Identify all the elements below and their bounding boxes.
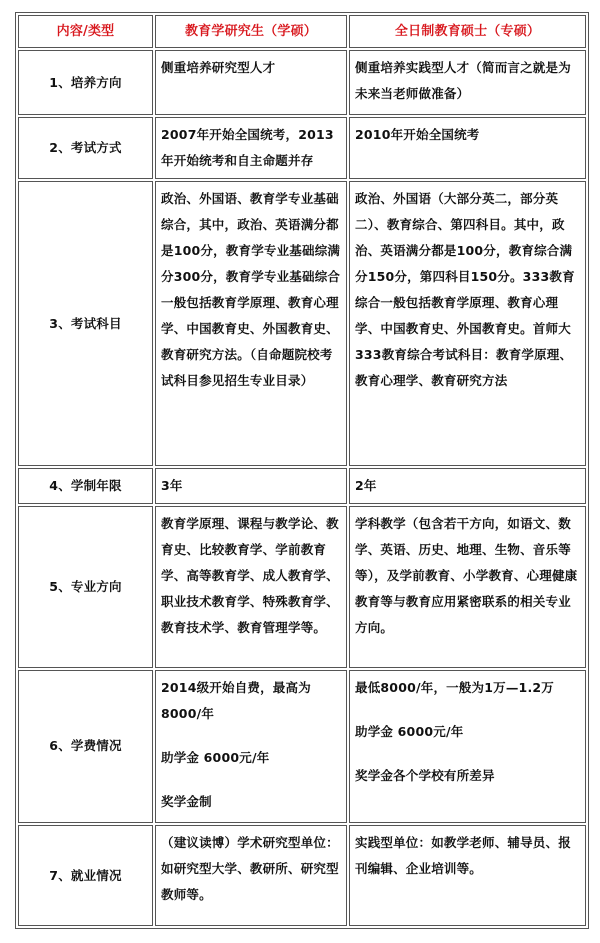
academic-cell [155,670,347,823]
professional-cell [349,117,586,180]
academic-cell [155,468,347,504]
academic-cell [155,50,347,115]
professional-cell [349,670,586,823]
row-label: 4、学制年限 [18,468,153,504]
academic-cell [155,825,347,926]
cell-text: 最低8000/年，一般为1万—1.2万 [355,679,554,695]
comparison-table [15,12,589,929]
cell-text: 2014级开始自费，最高为8000/年 [161,679,311,721]
professional-cell [349,468,586,504]
cell-text: 奖学金各个学校有所差异 [355,767,495,783]
cell-text: 政治、外国语、教育学专业基础综合，其中，政治、英语满分都是100分，教育学专业基础综满分300分，教育学专业基础综合一般包括教育学原理、教育心理学、中国教育史、外国教育史、教育研究方法。（自命题院校考试科目参见招生专业目录） [161,191,341,389]
table-row [18,117,586,180]
table-row [18,468,586,504]
professional-cell [349,181,586,466]
cell-text: 侧重培养实践型人才（简而言之就是为未来当老师做准备） [355,60,571,102]
table-row [18,50,586,115]
cell-text: 2010年开始全国统考 [355,126,480,142]
professional-cell [349,825,586,926]
cell-text: 实践型单位：如教学老师、辅导员、报刊编辑、企业培训等。 [355,835,571,877]
academic-cell [155,117,347,180]
row-label: 6、学费情况 [18,670,153,823]
row-label: 3、考试科目 [18,181,153,466]
header-academic-master: 教育学研究生（学硕） [155,15,347,48]
row-label: 7、就业情况 [18,825,153,926]
cell-text: 侧重培养研究型人才 [161,60,276,76]
cell-text: 2年 [355,478,377,494]
cell-text: （建议读博）学术研究型单位：如研究型大学、教研所、研究型教师等。 [161,835,339,903]
header-category: 内容/类型 [18,15,153,48]
cell-text: 教育学原理、课程与教学论、教育史、比较教育学、学前教育学、高等教育学、成人教育学、职业技术教育学、特殊教育学、教育技术学、教育管理学等。 [161,516,339,636]
academic-cell [155,506,347,667]
table-row [18,825,586,926]
table-row [18,181,586,466]
cell-text: 学科教学（包含若干方向，如语文、数学、英语、历史、地理、生物、音乐等等），及学前教育、小学教育、心理健康教育等与教育应用紧密联系的相关专业方向。 [355,516,578,636]
cell-text: 3年 [161,478,183,494]
cell-text: 助学金 6000元/年 [161,749,270,765]
header-professional-master: 全日制教育硕士（专硕） [349,15,586,48]
cell-text: 2007年开始全国统考，2013年开始统考和自主命题并存 [161,126,334,168]
header-row [18,15,586,48]
cell-text: 奖学金制 [161,793,212,809]
professional-cell [349,506,586,667]
row-label: 5、专业方向 [18,506,153,667]
row-label: 1、培养方向 [18,50,153,115]
row-label: 2、考试方式 [18,117,153,180]
academic-cell [155,181,347,466]
professional-cell [349,50,586,115]
cell-text: 助学金 6000元/年 [355,723,464,739]
table-row [18,506,586,667]
cell-text: 政治、外国语（大部分英二，部分英二）、教育综合、第四科目。其中，政治、英语满分都是100分，教育综合满分150分，第四科目150分。333教育综合一般包括教育学原理、教育心理学、中国教育史、外国教育史。首师大333教育综合考试科目：教育学原理、教育心理学、教育研究方法 [355,191,575,389]
table-row [18,670,586,823]
